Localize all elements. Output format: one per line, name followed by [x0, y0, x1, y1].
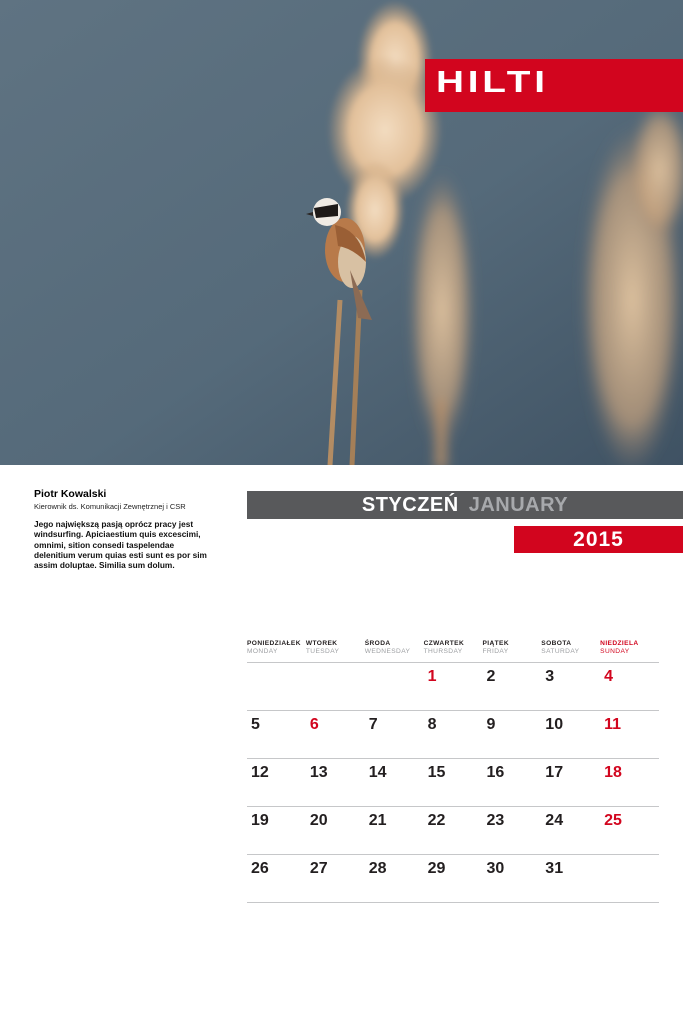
day-cell — [365, 663, 424, 710]
day-cell — [247, 663, 306, 710]
week-row — [247, 855, 659, 903]
week-row — [247, 759, 659, 807]
day-cell: 21 — [368, 812, 387, 829]
weekday-thu: CZWARTEK THURSDAY — [423, 640, 465, 655]
day-cell: 29 — [427, 860, 446, 877]
person-bio: Jego największą pasją oprócz pracy jest windsurfing. Apiciaestium quis excescimi, omnimi, sition consedi taspelendae delenitium verum quias esti sunt es por sim assim doluptae. Similia sum dolum. — [34, 519, 207, 571]
person-name: Piotr Kowalski — [34, 488, 107, 500]
year: 2015 — [573, 527, 624, 551]
day-cell: 20 — [309, 812, 328, 829]
year-bar — [514, 526, 683, 553]
day-cell: 16 — [486, 764, 505, 781]
calendar-grid — [247, 640, 659, 903]
month-english: JANUARY — [468, 493, 569, 516]
day-cell — [600, 855, 659, 902]
weekday-sun: NIEDZIELA SUNDAY — [600, 640, 639, 655]
day-cell: 11 — [604, 716, 622, 733]
day-cell: 19 — [251, 812, 269, 829]
day-cell: 27 — [309, 860, 328, 877]
day-cell: 28 — [368, 860, 387, 877]
day-cell: 12 — [251, 764, 269, 781]
weekday-mon: PONIEDZIAŁEK MONDAY — [247, 640, 301, 655]
day-cell: 1 — [427, 668, 437, 685]
day-cell: 23 — [486, 812, 505, 829]
day-cell: 18 — [604, 764, 622, 781]
day-cell: 3 — [545, 668, 555, 685]
day-cell: 25 — [604, 812, 622, 829]
day-cell: 24 — [545, 812, 564, 829]
weekday-wed: ŚRODA WEDNESDAY — [364, 640, 411, 655]
day-cell: 10 — [545, 716, 564, 733]
day-cell: 4 — [604, 668, 614, 685]
day-cell: 2 — [486, 668, 496, 685]
weeks — [247, 663, 659, 903]
week-row — [247, 807, 659, 855]
month-polish: STYCZEŃ — [361, 493, 459, 516]
day-cell: 15 — [427, 764, 446, 781]
day-cell: 30 — [486, 860, 505, 877]
day-cell: 22 — [427, 812, 446, 829]
day-cell: 5 — [251, 716, 260, 733]
weekday-header — [247, 640, 659, 663]
weekday-tue: WTOREK TUESDAY — [305, 640, 340, 655]
day-cell: 13 — [309, 764, 328, 781]
week-row — [247, 663, 659, 711]
month-bar — [247, 491, 683, 519]
day-cell: 26 — [251, 860, 269, 877]
day-cell — [306, 663, 365, 710]
weekday-fri: PIĄTEK FRIDAY — [482, 640, 510, 655]
day-cell: 6 — [309, 716, 319, 733]
person-info — [34, 488, 214, 570]
day-cell: 17 — [545, 764, 564, 781]
weekday-sat: SOBOTA SATURDAY — [541, 640, 580, 655]
day-cell: 7 — [368, 716, 378, 733]
day-cell: 8 — [427, 716, 437, 733]
person-role: Kierownik ds. Komunikacji Zewnętrznej i CSR — [34, 502, 186, 511]
hilti-logo: HILTI — [436, 64, 549, 99]
day-cell: 9 — [486, 716, 496, 733]
day-cell: 31 — [545, 860, 564, 877]
week-row — [247, 711, 659, 759]
day-cell: 14 — [368, 764, 387, 781]
